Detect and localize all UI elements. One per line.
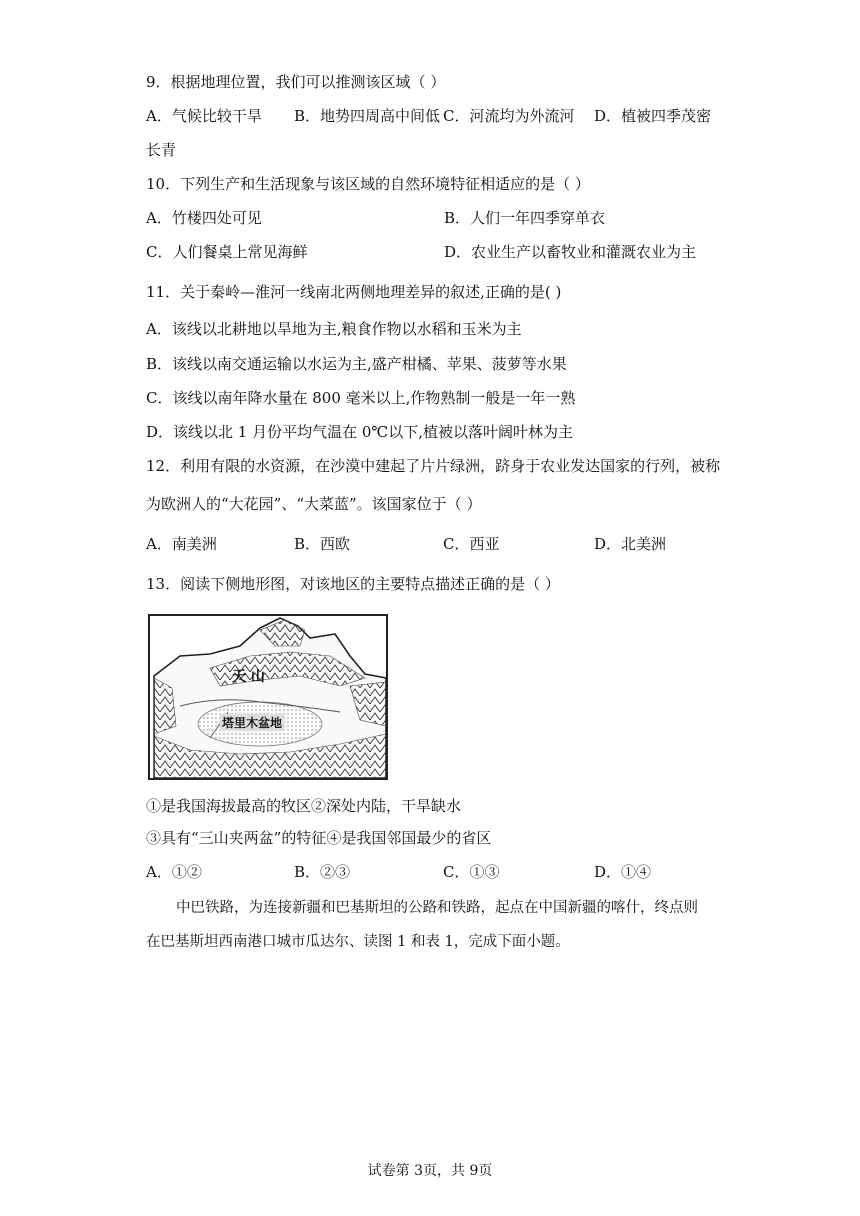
q12-stem-line1: 12．利用有限的水资源，在沙漠中建起了片片绿洲，跻身于农业发达国家的行列，被称: [146, 457, 721, 475]
q13-statement-2: ③具有“三山夹两盆”的特征④是我国邻国最少的省区: [146, 829, 492, 847]
q10-option-a: A．竹楼四处可见: [146, 209, 262, 227]
q13-option-b: B．②③: [294, 863, 351, 881]
q13-statement-1: ①是我国海拔最高的牧区②深处内陆，干旱缺水: [146, 797, 462, 815]
q11-option-d: D．该线以北 1 月份平均气温在 0℃以下,植被以落叶阔叶林为主: [146, 423, 573, 441]
tianshan-label: 天 山: [232, 669, 265, 685]
q9-option-d-wrap: 长青: [146, 141, 177, 159]
q12-option-b: B．西欧: [294, 535, 351, 553]
q9-option-c: C．河流均为外流河: [443, 107, 575, 125]
q13-option-c: C．①③: [443, 863, 500, 881]
q11-option-c: C．该线以南年降水量在 800 毫米以上,作物熟制一般是一年一熟: [146, 389, 576, 407]
q10-option-b: B．人们一年四季穿单衣: [444, 209, 606, 227]
q13-option-d: D．①④: [594, 863, 652, 881]
q12-option-c: C．西亚: [443, 535, 500, 553]
q12-option-a: A．南美洲: [146, 535, 217, 553]
q12-stem-line2: 为欧洲人的“大花园”、“大菜蓝”。该国家位于（ ）: [146, 495, 482, 513]
q9-option-d: D．植被四季茂密: [594, 107, 712, 125]
q11-stem: 11．关于秦岭—淮河一线南北两侧地理差异的叙述,正确的是( ): [146, 283, 562, 301]
q10-option-c: C．人们餐桌上常见海鲜: [146, 243, 308, 261]
passage-line-1: 中巴铁路，为连接新疆和巴基斯坦的公路和铁路，起点在中国新疆的喀什，终点则: [176, 900, 698, 916]
q9-stem: 9．根据地理位置，我们可以推测该区域（ ）: [146, 73, 446, 91]
q9-option-a: A．气候比较干旱: [146, 107, 262, 125]
terrain-map-drawing: [150, 616, 386, 778]
q9-option-b: B．地势四周高中间低: [294, 107, 441, 125]
page-footer: 试卷第 3页，共 9页: [367, 1163, 493, 1179]
q11-option-a: A．该线以北耕地以旱地为主,粮食作物以水稻和玉米为主: [146, 320, 522, 338]
q11-option-b: B．该线以南交通运输以水运为主,盛产柑橘、苹果、菠萝等水果: [146, 355, 567, 373]
tarim-basin-label: 塔里木盆地: [222, 716, 283, 730]
q13-stem: 13．阅读下侧地形图，对该地区的主要特点描述正确的是（ ）: [146, 575, 560, 593]
xinjiang-terrain-map: [148, 614, 388, 780]
q10-option-d: D．农业生产以畜牧业和灌溉农业为主: [444, 243, 697, 261]
q12-option-d: D．北美洲: [594, 535, 667, 553]
q13-option-a: A．①②: [146, 863, 202, 881]
q10-stem: 10．下列生产和生活现象与该区域的自然环境特征相适应的是（ ）: [146, 175, 590, 193]
passage-line-2: 在巴基斯坦西南港口城市瓜达尔、读图 1 和表 1，完成下面小题。: [146, 934, 570, 950]
